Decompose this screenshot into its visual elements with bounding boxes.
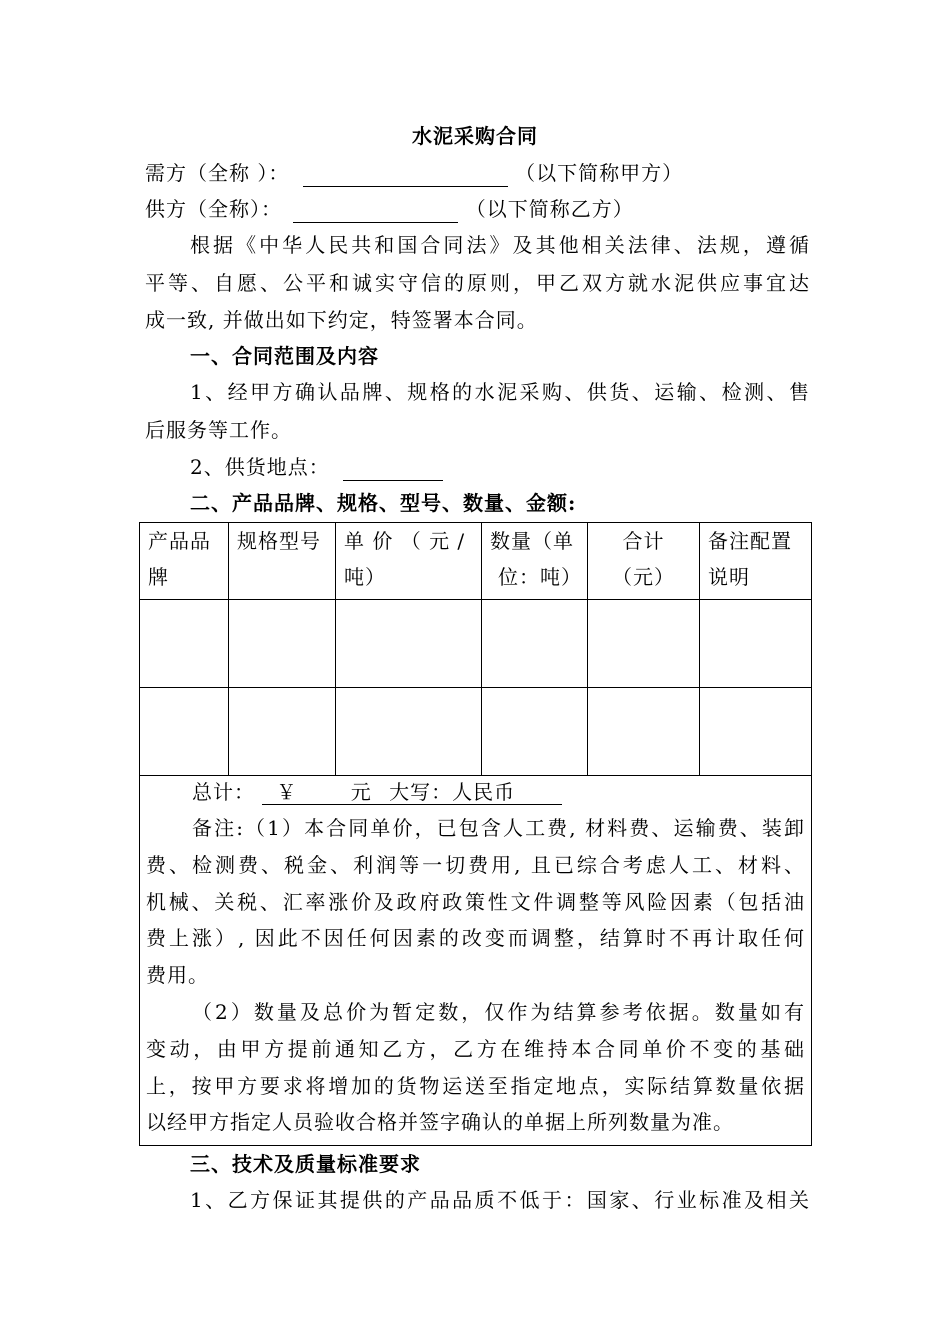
- section1-item2: [145, 449, 855, 485]
- total-unit: 元: [350, 780, 372, 804]
- table-cell[interactable]: [229, 688, 336, 776]
- remark-line: 费、检测费、税金、利润等一切费用, 且已综合考虑人工、材料、: [146, 852, 805, 877]
- header-total: 合计 （元）: [588, 523, 700, 600]
- page-title: 水泥采购合同: [412, 124, 538, 148]
- table-header-row: [140, 523, 812, 600]
- buyer-name-field[interactable]: [303, 162, 508, 187]
- header-quantity: 数量（单 位：吨）: [482, 523, 588, 600]
- section3-item1: 1、乙方保证其提供的产品品质不低于：国家、行业标准及相关: [190, 1188, 810, 1212]
- buyer-line: [145, 155, 810, 191]
- total-label: 总计：: [192, 780, 255, 804]
- remark-line: 变动，由甲方提前通知乙方，乙方在维持本合同单价不变的基础: [146, 1036, 805, 1061]
- intro-line-3: 成一致, 并做出如下约定，特签署本合同。: [145, 308, 538, 332]
- remarks-cell: [140, 776, 812, 1146]
- header-unit-price: 单 价 （ 元 / 吨）: [336, 523, 482, 600]
- currency-symbol: ￥: [276, 780, 298, 804]
- remark-line: 上，按甲方要求将增加的货物运送至指定地点，实际结算数量依据: [146, 1073, 805, 1098]
- table-cell[interactable]: [482, 600, 588, 688]
- header-brand: 产品品 牌: [140, 523, 229, 600]
- supplier-line: [145, 191, 810, 227]
- section1-heading: 一、合同范围及内容: [190, 344, 379, 368]
- table-cell[interactable]: [336, 688, 482, 776]
- supplier-suffix: （以下简称乙方）: [465, 197, 634, 221]
- table-cell[interactable]: [336, 600, 482, 688]
- remark-line: （2）数量及总价为暂定数，仅作为结算参考依据。数量如有: [192, 999, 805, 1024]
- header-remarks: 备注配置 说明: [700, 523, 812, 600]
- table-cell[interactable]: [588, 600, 700, 688]
- section1-item1-line2: 后服务等工作。: [145, 418, 292, 442]
- table-cell[interactable]: [229, 600, 336, 688]
- section1-item1-line1: 1、经甲方确认品牌、规格的水泥采购、供货、运输、检测、售: [190, 380, 810, 404]
- intro-line-2: 平等、自愿、公平和诚实守信的原则，甲乙双方就水泥供应事宜达: [145, 271, 810, 295]
- table-cell[interactable]: [700, 688, 812, 776]
- table-row: [140, 688, 812, 776]
- remark-line: 机械、关税、汇率涨价及政府政策性文件调整等风险因素（包括油: [146, 889, 805, 914]
- table-cell[interactable]: [140, 600, 229, 688]
- remark-line: 以经甲方指定人员验收合格并签字确认的单据上所列数量为准。: [146, 1110, 734, 1135]
- header-spec: 规格型号: [229, 523, 336, 600]
- delivery-location-field[interactable]: [343, 456, 443, 481]
- buyer-suffix: （以下简称甲方）: [515, 161, 684, 185]
- remark-line: 费用。: [146, 963, 209, 988]
- delivery-location-label: 2、供货地点：: [190, 455, 330, 479]
- remark-line: 费上涨）, 因此不因任何因素的改变而调整，结算时不再计取任何: [146, 926, 805, 951]
- section2-heading: 二、产品品牌、规格、型号、数量、金额:: [190, 491, 577, 515]
- table-row: [140, 600, 812, 688]
- table-cell[interactable]: [482, 688, 588, 776]
- supplier-label: 供方（全称）：: [145, 197, 282, 221]
- total-amount-field[interactable]: [262, 780, 562, 805]
- product-table: [139, 522, 812, 1146]
- supplier-name-field[interactable]: [293, 198, 458, 223]
- table-cell[interactable]: [700, 600, 812, 688]
- intro-line-1: 根据《中华人民共和国合同法》及其他相关法律、法规，遵循: [190, 233, 810, 257]
- remark-line: 备注:（1）本合同单价，已包含人工费, 材料费、运输费、装卸: [192, 816, 805, 840]
- table-remarks-row: [140, 776, 812, 1146]
- total-caps-label: 大写：人民币: [389, 780, 516, 804]
- table-cell[interactable]: [588, 688, 700, 776]
- section3-heading: 三、技术及质量标准要求: [190, 1152, 421, 1176]
- total-line: [140, 780, 811, 810]
- table-cell[interactable]: [140, 688, 229, 776]
- buyer-label: 需方（全称 ）：: [145, 161, 290, 185]
